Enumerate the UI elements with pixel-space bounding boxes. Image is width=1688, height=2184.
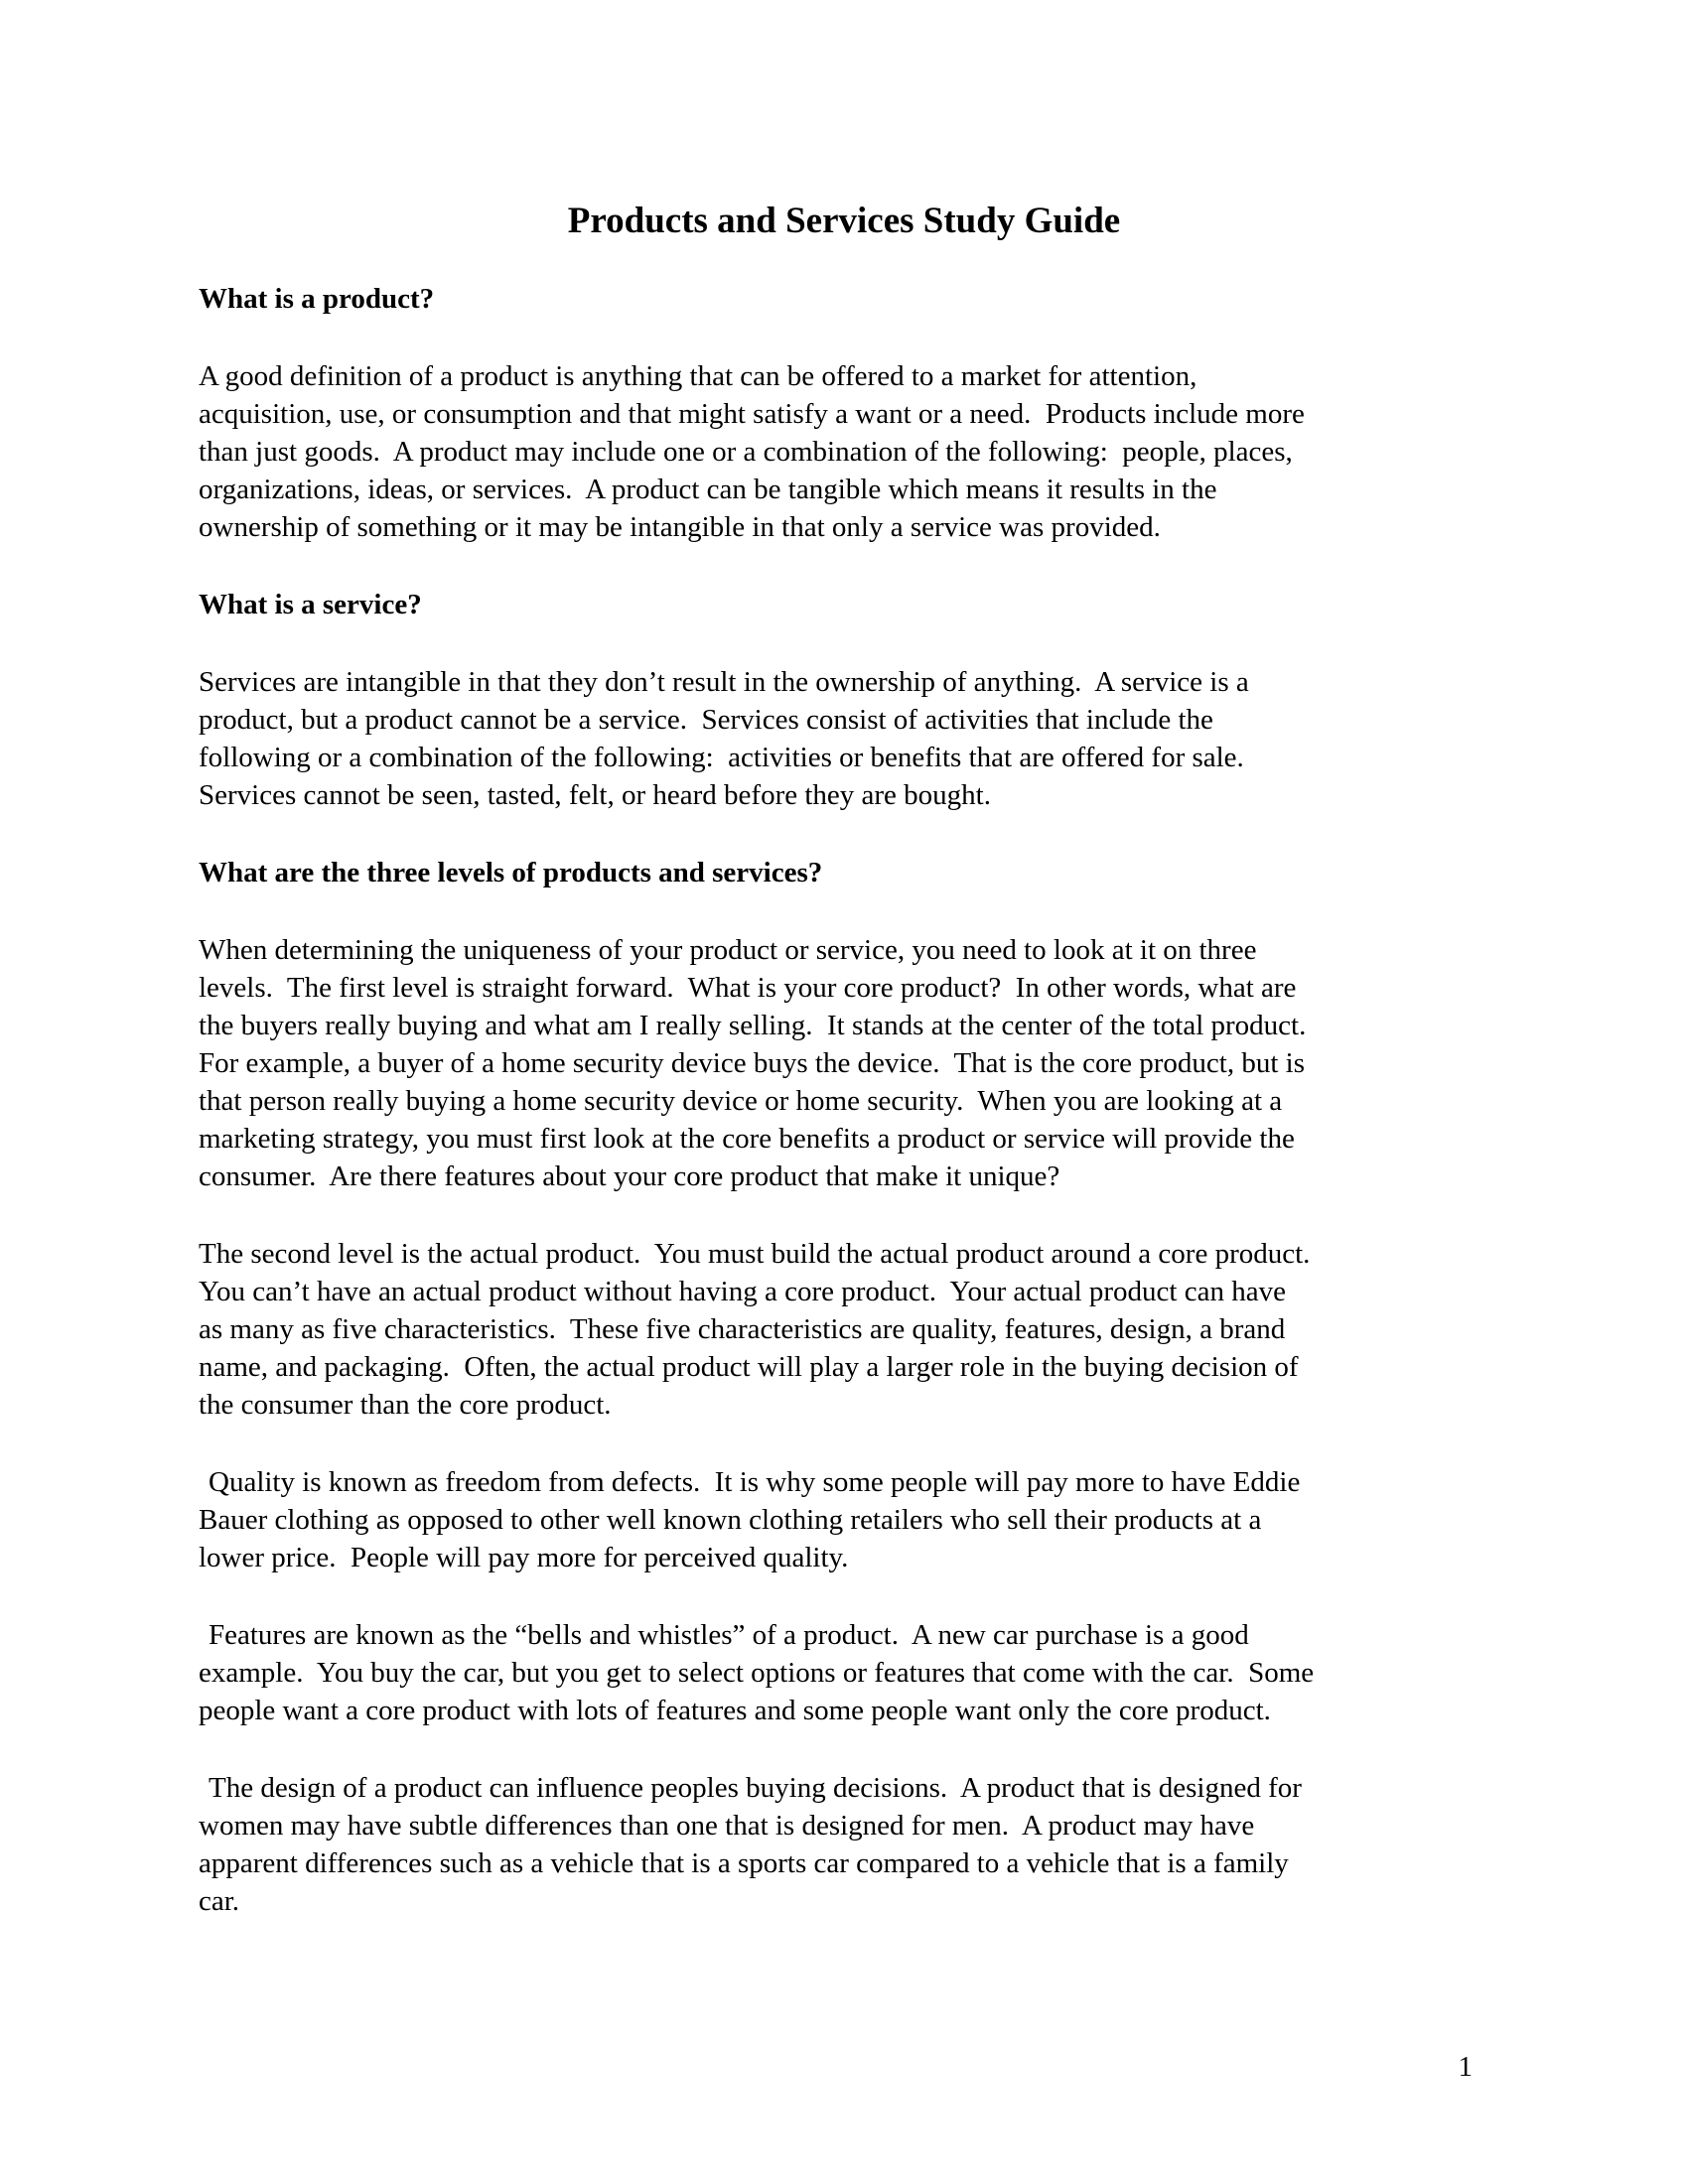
text-line: Services are intangible in that they don’t result in the ownership of anything. A service is a [199,666,1249,698]
paragraph [199,663,1475,814]
text-line: the consumer than the core product. [199,1389,612,1421]
text-line: For example, a buyer of a home security device buys the device. That is the core product, but is [199,1047,1306,1079]
text-line: consumer. Are there features about your core product that make it unique? [199,1160,1060,1192]
text-line: car. [199,1885,240,1917]
text-line: the buyers really buying and what am I really selling. It stands at the center of the total product. [199,1010,1307,1041]
text-line: apparent differences such as a vehicle that is a sports car compared to a vehicle that is a family [199,1847,1289,1879]
text-line: Bauer clothing as opposed to other well known clothing retailers who sell their products at a [199,1504,1262,1536]
text-line: A good definition of a product is anything that can be offered to a market for attention, [199,360,1197,392]
text-line: example. You buy the car, but you get to select options or features that come with the car. Some [199,1657,1315,1689]
text-line: Features are known as the “bells and whistles” of a product. A new car purchase is a good [209,1619,1249,1651]
text-line: following or a combination of the following: activities or benefits that are offered for sale. [199,742,1244,773]
paragraph [199,1235,1475,1424]
text-line: as many as five characteristics. These five characteristics are quality, features, design, a brand [199,1313,1286,1345]
paragraph [199,357,1475,546]
text-line: You can’t have an actual product without having a core product. Your actual product can have [199,1276,1286,1307]
page-number: 1 [1458,2051,1473,2083]
text-line: that person really buying a home security device or home security. When you are looking at a [199,1085,1283,1117]
text-line: The second level is the actual product. You must build the actual product around a core product. [199,1238,1311,1270]
text-line: When determining the uniqueness of your product or service, you need to look at it on three [199,934,1257,966]
text-line: ownership of something or it may be intangible in that only a service was provided. [199,511,1161,543]
paragraph [199,931,1475,1195]
section-heading-three-levels: What are the three levels of products and services? [199,857,823,888]
text-line: product, but a product cannot be a service. Services consist of activities that include the [199,704,1213,736]
text-line: lower price. People will pay more for perceived quality. [199,1542,849,1573]
paragraph-quality [199,1463,1475,1576]
text-line: The design of a product can influence peoples buying decisions. A product that is designed for [209,1772,1302,1804]
text-line: acquisition, use, or consumption and that might satisfy a want or a need. Products include more [199,398,1305,430]
text-line: marketing strategy, you must first look at the core benefits a product or service will provide the [199,1123,1295,1155]
document-body [199,240,1475,2086]
text-line: levels. The first level is straight forward. What is your core product? In other words, what are [199,972,1297,1004]
paragraph-design [199,1769,1475,1920]
section-heading-what-is-a-service: What is a service? [199,589,422,620]
text-line: than just goods. A product may include one or a combination of the following: people, places, [199,436,1293,468]
paragraph-features [199,1616,1475,1729]
text-line: women may have subtle differences than one that is designed for men. A product may have [199,1810,1255,1842]
text-line: Services cannot be seen, tasted, felt, or heard before they are bought. [199,779,991,811]
section-heading-what-is-a-product: What is a product? [199,283,435,315]
page-title: Products and Services Study Guide [567,201,1121,241]
text-line: name, and packaging. Often, the actual product will play a larger role in the buying decision of [199,1351,1299,1383]
text-line: people want a core product with lots of features and some people want only the core product. [199,1695,1271,1726]
text-line: Quality is known as freedom from defects. It is why some people will pay more to have Eddie [209,1466,1301,1498]
text-line: organizations, ideas, or services. A product can be tangible which means it results in the [199,474,1217,505]
